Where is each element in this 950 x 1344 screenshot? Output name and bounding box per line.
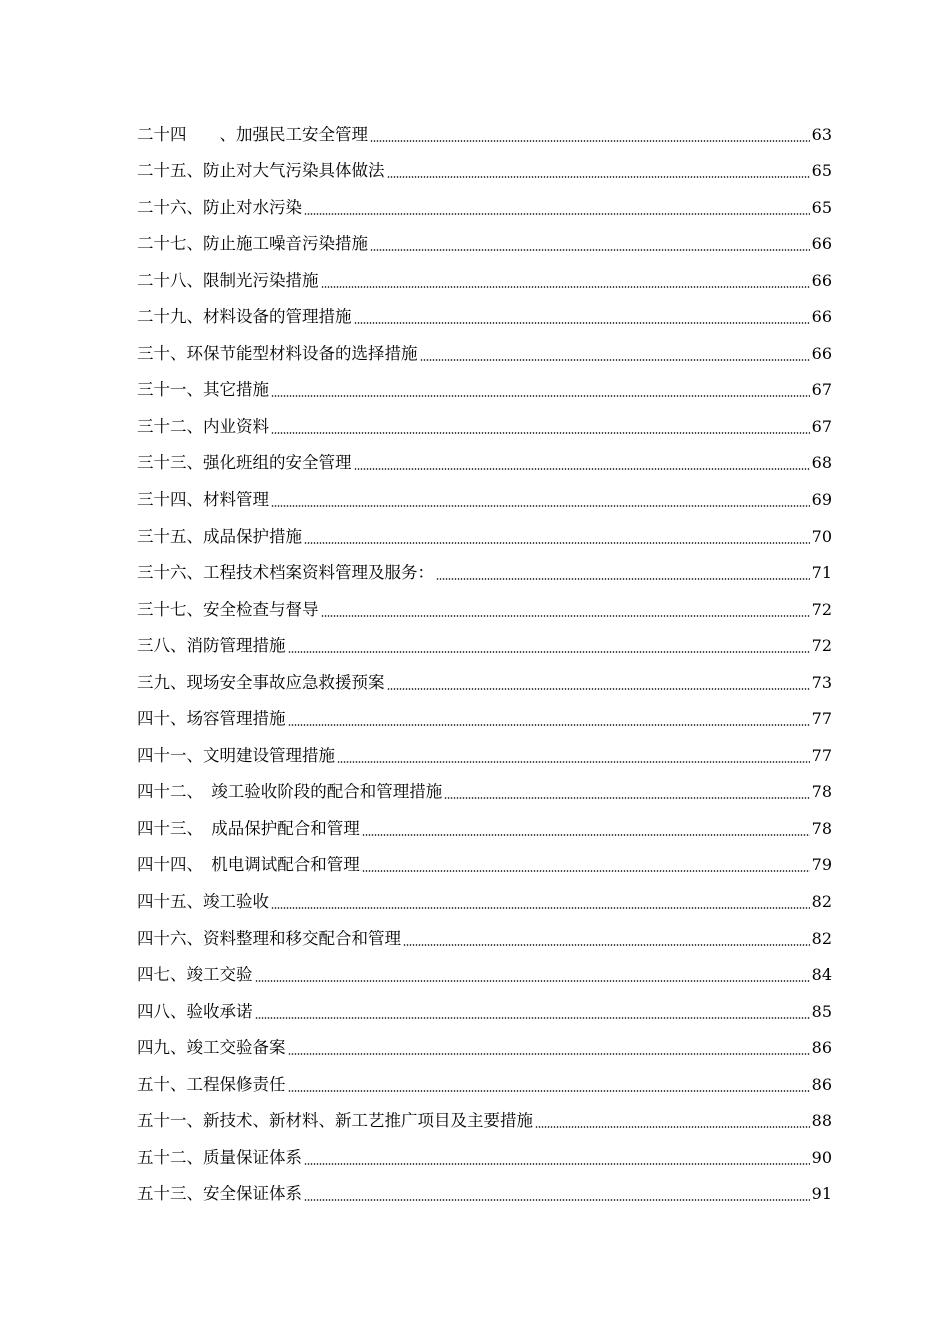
toc-entry-page-number: 66 bbox=[811, 307, 832, 327]
toc-dot-leader bbox=[337, 761, 810, 763]
toc-entry[interactable] bbox=[137, 368, 832, 405]
toc-dot-leader bbox=[387, 176, 810, 178]
toc-entry-page-number: 82 bbox=[811, 928, 832, 948]
toc-entry[interactable] bbox=[137, 331, 832, 368]
toc-entry[interactable] bbox=[137, 733, 832, 770]
toc-entry-page-number: 65 bbox=[811, 161, 832, 181]
toc-entry-title: 三十一、其它措施 bbox=[137, 380, 269, 400]
toc-dot-leader bbox=[271, 432, 810, 434]
toc-dot-leader bbox=[354, 468, 810, 470]
toc-dot-leader bbox=[362, 834, 810, 836]
toc-dot-leader bbox=[288, 724, 810, 726]
toc-entry-title: 二十六、防止对水污染 bbox=[137, 197, 302, 217]
toc-dot-leader bbox=[255, 980, 810, 982]
toc-entry[interactable] bbox=[137, 185, 832, 222]
toc-entry-title: 二十九、材料设备的管理措施 bbox=[137, 307, 352, 327]
toc-entry-title: 三十四、材料管理 bbox=[137, 490, 269, 510]
toc-entry-title: 四十四、 机电调试配合和管理 bbox=[137, 855, 360, 875]
toc-entry-title: 三八、消防管理措施 bbox=[137, 636, 286, 656]
toc-entry-title: 三十、环保节能型材料设备的选择措施 bbox=[137, 343, 418, 363]
toc-dot-leader bbox=[304, 213, 810, 215]
toc-entry[interactable] bbox=[137, 514, 832, 551]
toc-entry-page-number: 66 bbox=[811, 343, 832, 363]
toc-entry-title: 五十二、质量保证体系 bbox=[137, 1147, 302, 1167]
toc-entry[interactable] bbox=[137, 697, 832, 734]
toc-entry-page-number: 63 bbox=[811, 124, 832, 144]
toc-entry[interactable] bbox=[137, 1099, 832, 1136]
toc-entry-page-number: 66 bbox=[811, 234, 832, 254]
toc-entry[interactable] bbox=[137, 477, 832, 514]
toc-entry[interactable] bbox=[137, 404, 832, 441]
toc-entry[interactable] bbox=[137, 295, 832, 332]
toc-entry-title: 二十七、防止施工噪音污染措施 bbox=[137, 234, 368, 254]
toc-entry-title: 三十七、安全检查与督导 bbox=[137, 599, 319, 619]
toc-entry-title: 五十、工程保修责任 bbox=[137, 1074, 286, 1094]
toc-entry[interactable] bbox=[137, 1172, 832, 1209]
toc-entry-page-number: 88 bbox=[811, 1111, 832, 1131]
toc-entry[interactable] bbox=[137, 916, 832, 953]
toc-entry[interactable] bbox=[137, 258, 832, 295]
toc-entry[interactable] bbox=[137, 660, 832, 697]
toc-dot-leader bbox=[436, 578, 810, 580]
toc-entry-page-number: 71 bbox=[811, 563, 832, 583]
toc-dot-leader bbox=[304, 1199, 810, 1201]
toc-dot-leader bbox=[387, 688, 810, 690]
toc-dot-leader bbox=[362, 870, 810, 872]
toc-dot-leader bbox=[271, 505, 810, 507]
toc-entry-title: 三十二、内业资料 bbox=[137, 416, 269, 436]
toc-entry-page-number: 73 bbox=[811, 672, 832, 692]
toc-entry-title: 五十一、新技术、新材料、新工艺推广项目及主要措施 bbox=[137, 1111, 533, 1131]
toc-entry[interactable] bbox=[137, 441, 832, 478]
toc-entry[interactable] bbox=[137, 624, 832, 661]
toc-entry-page-number: 85 bbox=[811, 1001, 832, 1021]
toc-entry-page-number: 82 bbox=[811, 892, 832, 912]
toc-entry-page-number: 91 bbox=[811, 1184, 832, 1204]
toc-entry[interactable] bbox=[137, 587, 832, 624]
toc-entry-page-number: 67 bbox=[811, 416, 832, 436]
toc-entry-page-number: 77 bbox=[811, 745, 832, 765]
toc-entry-page-number: 66 bbox=[811, 270, 832, 290]
toc-dot-leader bbox=[304, 1163, 810, 1165]
toc-entry[interactable] bbox=[137, 989, 832, 1026]
toc-entry-title: 四十三、 成品保护配合和管理 bbox=[137, 818, 360, 838]
toc-entry-page-number: 68 bbox=[811, 453, 832, 473]
toc-entry-title: 四九、竣工交验备案 bbox=[137, 1038, 286, 1058]
toc-entry-page-number: 84 bbox=[811, 965, 832, 985]
toc-entry-title: 四十一、文明建设管理措施 bbox=[137, 745, 335, 765]
toc-dot-leader bbox=[321, 286, 810, 288]
toc-dot-leader bbox=[255, 1017, 810, 1019]
toc-entry-title: 三九、现场安全事故应急救援预案 bbox=[137, 672, 385, 692]
toc-entry-page-number: 70 bbox=[811, 526, 832, 546]
toc-dot-leader bbox=[444, 797, 809, 799]
toc-entry-title: 三十三、强化班组的安全管理 bbox=[137, 453, 352, 473]
toc-entry-title: 四十五、竣工验收 bbox=[137, 892, 269, 912]
toc-entry-page-number: 72 bbox=[811, 636, 832, 656]
toc-entry-title: 三十五、成品保护措施 bbox=[137, 526, 302, 546]
toc-dot-leader bbox=[288, 651, 810, 653]
toc-dot-leader bbox=[304, 542, 810, 544]
toc-entry[interactable] bbox=[137, 1026, 832, 1063]
toc-entry-title: 四十六、资料整理和移交配合和管理 bbox=[137, 928, 401, 948]
toc-entry[interactable] bbox=[137, 149, 832, 186]
toc-entry[interactable] bbox=[137, 1135, 832, 1172]
toc-dot-leader bbox=[370, 140, 810, 142]
toc-entry-page-number: 65 bbox=[811, 197, 832, 217]
toc-entry-page-number: 78 bbox=[811, 782, 832, 802]
toc-dot-leader bbox=[354, 322, 810, 324]
toc-dot-leader bbox=[420, 359, 810, 361]
toc-entry[interactable] bbox=[137, 879, 832, 916]
toc-dot-leader bbox=[321, 615, 810, 617]
toc-entry-title: 四十、场容管理措施 bbox=[137, 709, 286, 729]
toc-entry-page-number: 79 bbox=[811, 855, 832, 875]
toc-dot-leader bbox=[288, 1053, 810, 1055]
toc-entry[interactable] bbox=[137, 1062, 832, 1099]
toc-entry-page-number: 72 bbox=[811, 599, 832, 619]
table-of-contents bbox=[137, 112, 832, 1208]
toc-entry[interactable] bbox=[137, 843, 832, 880]
toc-entry-page-number: 86 bbox=[811, 1038, 832, 1058]
toc-entry-title: 二十八、限制光污染措施 bbox=[137, 270, 319, 290]
toc-entry-page-number: 67 bbox=[811, 380, 832, 400]
toc-entry-title: 三十六、工程技术档案资料管理及服务： bbox=[137, 563, 434, 583]
toc-entry[interactable] bbox=[137, 953, 832, 990]
toc-dot-leader bbox=[271, 907, 810, 909]
toc-entry[interactable] bbox=[137, 806, 832, 843]
toc-entry-title: 五十三、安全保证体系 bbox=[137, 1184, 302, 1204]
toc-entry[interactable] bbox=[137, 551, 832, 588]
toc-entry-title: 二十四 、加强民工安全管理 bbox=[137, 124, 368, 144]
toc-dot-leader bbox=[288, 1090, 810, 1092]
toc-entry-title: 四八、验收承诺 bbox=[137, 1001, 253, 1021]
toc-entry[interactable] bbox=[137, 770, 832, 807]
toc-dot-leader bbox=[403, 944, 810, 946]
toc-entry[interactable] bbox=[137, 112, 832, 149]
toc-dot-leader bbox=[535, 1126, 810, 1128]
toc-entry-title: 四十二、 竣工验收阶段的配合和管理措施 bbox=[137, 782, 443, 802]
toc-entry-page-number: 78 bbox=[811, 818, 832, 838]
toc-entry-page-number: 77 bbox=[811, 709, 832, 729]
toc-entry-page-number: 90 bbox=[811, 1147, 832, 1167]
toc-entry[interactable] bbox=[137, 222, 832, 259]
toc-entry-page-number: 86 bbox=[811, 1074, 832, 1094]
toc-dot-leader bbox=[271, 395, 810, 397]
toc-entry-title: 四七、竣工交验 bbox=[137, 965, 253, 985]
toc-dot-leader bbox=[370, 249, 810, 251]
toc-entry-page-number: 69 bbox=[811, 490, 832, 510]
toc-entry-title: 二十五、防止对大气污染具体做法 bbox=[137, 161, 385, 181]
